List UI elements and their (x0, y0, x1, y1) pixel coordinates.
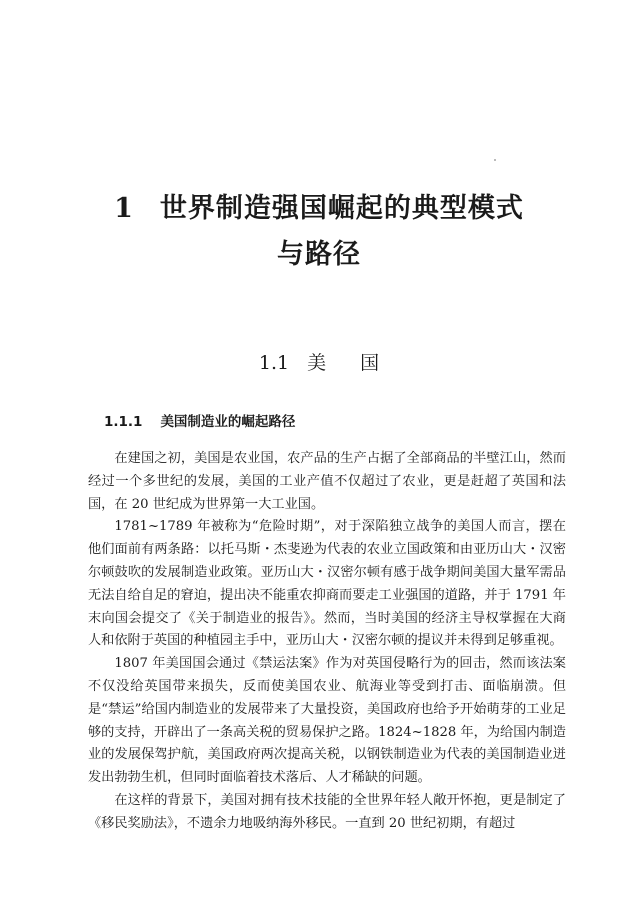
paragraph: 1807 年美国国会通过《禁运法案》作为对英国侵略行为的回击，然而该法案不仅没给英国带来损失，反而使美国农业、航海业等受到打击、面临崩溃。但是“禁运”给国内制造业的发展带来了大量投资，美国政府也给予开始萌芽的工业足够的支持，开辟出了一条高关税的贸易保护之路。1824~1828 年，为给国内制造业的发展保驾护航，美国政府两次提高关税，以钢铁制造业为代表的美国制造业迸发出勃勃生机，但同时面临着技术落后、人才稀缺的问题。 (88, 656, 566, 786)
paragraph: 在这样的背景下，美国对拥有技术技能的全世界年轻人敞开怀抱，更是制定了《移民奖励法》，不遗余力地吸纳海外移民。一直到 20 世纪初期，有超过 (88, 792, 566, 831)
chapter-title-line1 (90, 186, 548, 232)
paragraph: 1781~1789 年被称为“危险时期”，对于深陷独立战争的美国人而言，摆在他们面前有两条路：以托马斯・杰斐逊为代表的农业立国政策和由亚历山大・汉密尔顿鼓吹的发展制造业政策。亚历山大・汉密尔顿有感于战争期间美国大量军需品无法自给自足的窘迫，提出决不能重农抑商而要走工业强国的道路，并于 1791 年末向国会提交了《关于制造业的报告》。然而，当时美国的经济主导权掌握在大商人和依附于英国的种植园主手中，亚历山大・汉密尔顿的提议并未得到足够重视。 (88, 519, 566, 649)
body-text (88, 448, 566, 836)
chapter-number: 1 (114, 193, 134, 224)
section-number: 1.1 (258, 352, 290, 374)
paragraph: 在建国之初，美国是农业国，农产品的生产占据了全部商品的半壁江山，然而经过一个多世纪的发展，美国的工业产值不仅超过了农业，更是赶超了英国和法国，在 20 世纪成为世界第一大工业国。 (88, 451, 566, 512)
section-title (0, 350, 638, 376)
chapter-title (90, 186, 548, 278)
subsection-number: 1.1.1 (104, 414, 143, 430)
subsection-title-text: 美国制造业的崛起路径 (160, 414, 296, 430)
subsection-title (104, 412, 295, 432)
chapter-title-text: 世界制造强国崛起的典型模式 (159, 193, 524, 224)
chapter-title-line2: 与路径 (277, 239, 361, 270)
page-mark (494, 159, 496, 161)
section-title-char1: 美 (307, 352, 327, 374)
section-title-char2: 国 (360, 352, 380, 374)
